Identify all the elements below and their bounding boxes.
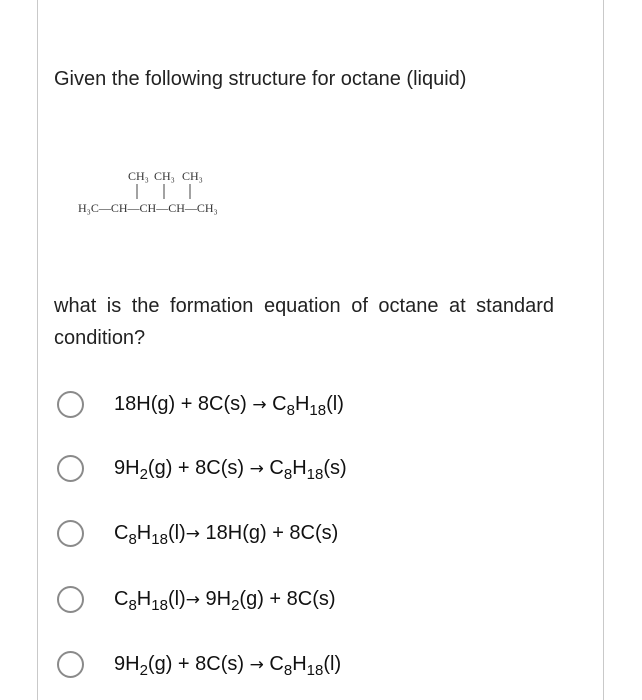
radio-button[interactable] <box>57 586 84 613</box>
answer-option-2[interactable] <box>57 450 577 486</box>
radio-button[interactable] <box>57 520 84 547</box>
structure-branch-3: CH₃ <box>182 169 203 183</box>
radio-button[interactable] <box>57 391 84 418</box>
question-prompt: what is the formation equation of octane at standard condition? <box>54 295 554 349</box>
option-label: $9H_2(g) + 8C(s) \to C_8H_{18}(s)$ <box>114 456 347 483</box>
radio-button[interactable] <box>57 651 84 678</box>
radio-button[interactable] <box>57 455 84 482</box>
answer-option-3[interactable] <box>57 515 577 551</box>
option-label: $C_8H_{18}(l)\to 18H(g) + 8C(s)$ <box>114 521 339 548</box>
structure-branch-1: CH₃ <box>128 169 149 183</box>
answer-option-1[interactable] <box>57 386 577 422</box>
answer-option-4[interactable] <box>57 581 577 617</box>
octane-structure-diagram <box>78 166 308 224</box>
structure-branch-2: CH₃ <box>154 169 175 183</box>
answer-option-5[interactable] <box>57 646 577 682</box>
option-label: $C_8H_{18}(l)\to 9H_2(g) + 8C(s)$ <box>114 587 336 614</box>
option-label: $18H(g) + 8C(s) \to C_8H_{18}(l)$ <box>114 392 344 419</box>
structure-main-chain: H₃C—CH—CH—CH—CH₃ <box>78 201 218 215</box>
question-intro: Given the following structure for octane (liquid) <box>54 68 467 90</box>
option-label: $9H_2(g) + 8C(s) \to C_8H_{18}(l)$ <box>114 652 342 679</box>
